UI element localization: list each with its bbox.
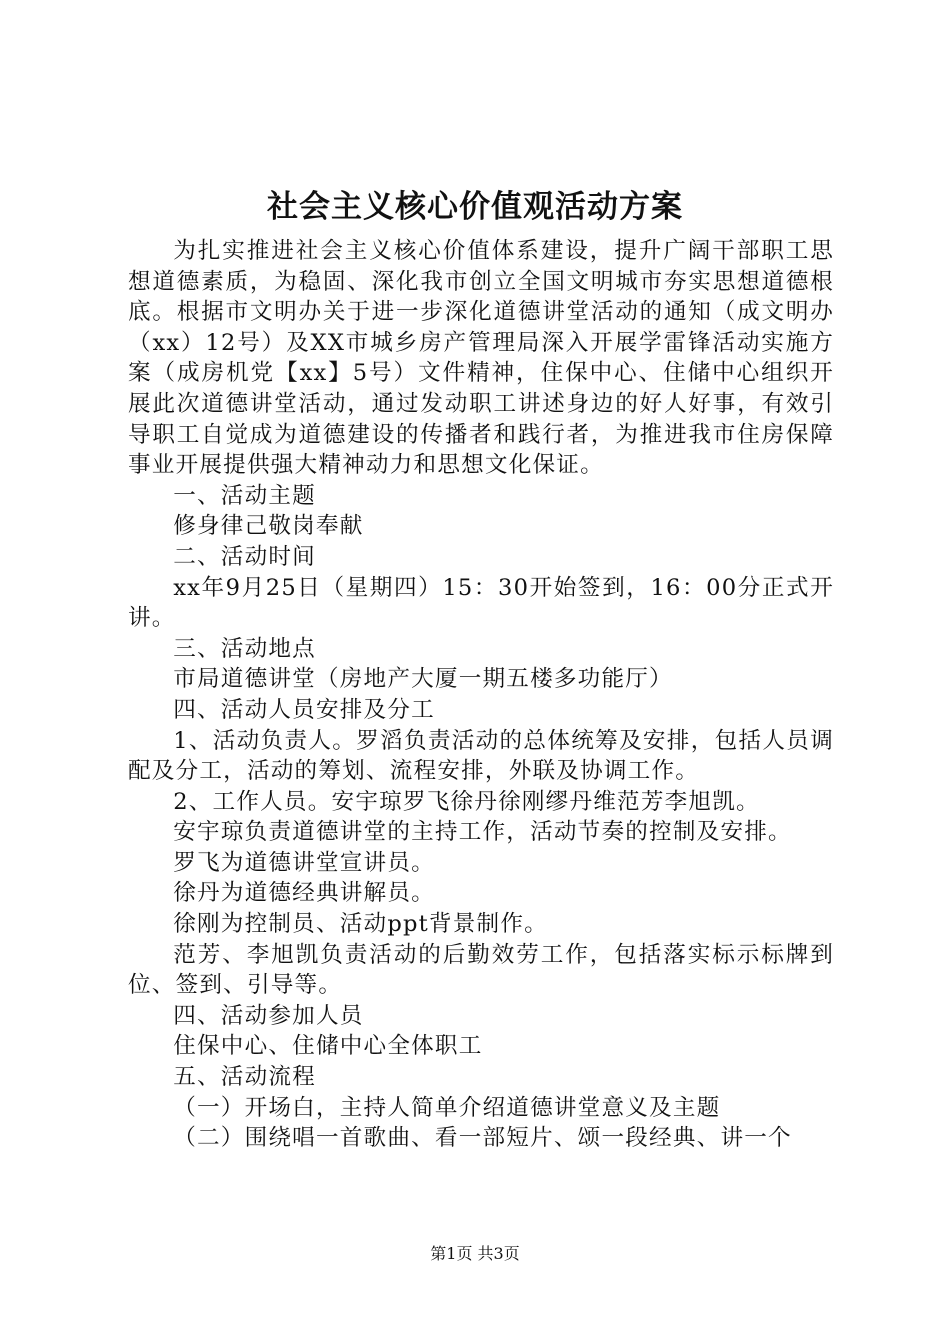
paragraph-process-2: （二）围绕唱一首歌曲、看一部短片、颂一段经典、讲一个 <box>173 1125 792 1152</box>
paragraph-speaker: 罗飞为道德讲堂宣讲员。 <box>173 849 435 876</box>
paragraph-participants: 住保中心、住储中心全体职工 <box>173 1033 483 1060</box>
paragraph-narrator: 徐丹为道德经典讲解员。 <box>173 880 435 907</box>
paragraph-controller: 徐刚为控制员、活动ppt背景制作。 <box>173 911 548 938</box>
paragraph-process-1: （一）开场白，主持人简单介绍道德讲堂意义及主题 <box>173 1094 721 1121</box>
section-heading-staffing: 四、活动人员安排及分工 <box>173 696 435 723</box>
section-heading-location: 三、活动地点 <box>173 635 316 662</box>
document-body <box>128 236 834 1154</box>
page-number-footer: 第1页 共3页 <box>430 1244 520 1263</box>
paragraph-staff: 2、工作人员。安宇琼罗飞徐丹徐刚缪丹维范芳李旭凯。 <box>173 788 760 815</box>
paragraph-logistics: 范芳、李旭凯负责活动的后勤效劳工作，包括落实标示标牌到位、签到、引导等。 <box>128 941 834 999</box>
document-title: 社会主义核心价值观活动方案 <box>267 189 683 225</box>
paragraph-host: 安宇琼负责道德讲堂的主持工作，活动节奏的控制及安排。 <box>173 819 792 846</box>
section-heading-theme: 一、活动主题 <box>173 482 316 509</box>
section-heading-participants: 四、活动参加人员 <box>173 1002 364 1029</box>
paragraph-lead: 1、活动负责人。罗滔负责活动的总体统筹及安排，包括人员调配及分工，活动的筹划、流程安排，外联及协调工作。 <box>128 727 834 785</box>
paragraph-location: 市局道德讲堂（房地产大厦一期五楼多功能厅） <box>173 666 673 693</box>
paragraph-theme: 修身律己敬岗奉献 <box>173 513 364 540</box>
paragraph-time: xx年9月25日（星期四）15：30开始签到，16：00分正式开讲。 <box>128 574 834 632</box>
paragraph-intro: 为扎实推进社会主义核心价值体系建设，提升广阔干部职工思想道德素质，为稳固、深化我市创立全国文明城市夯实思想道德根底。根据市文明办关于进一步深化道德讲堂活动的通知（成文明办（xx）12号）及XX市城乡房产管理局深入开展学雷锋活动实施方案（成房机党【xx】5号）文件精神，住保中心、住储中心组织开展此次道德讲堂活动，通过发动职工讲述身边的好人好事，有效引导职工自觉成为道德建设的传播者和践行者，为推进我市住房保障事业开展提供强大精神动力和思想文化保证。 <box>128 238 834 479</box>
section-heading-time: 二、活动时间 <box>173 543 316 570</box>
section-heading-process: 五、活动流程 <box>173 1064 316 1091</box>
